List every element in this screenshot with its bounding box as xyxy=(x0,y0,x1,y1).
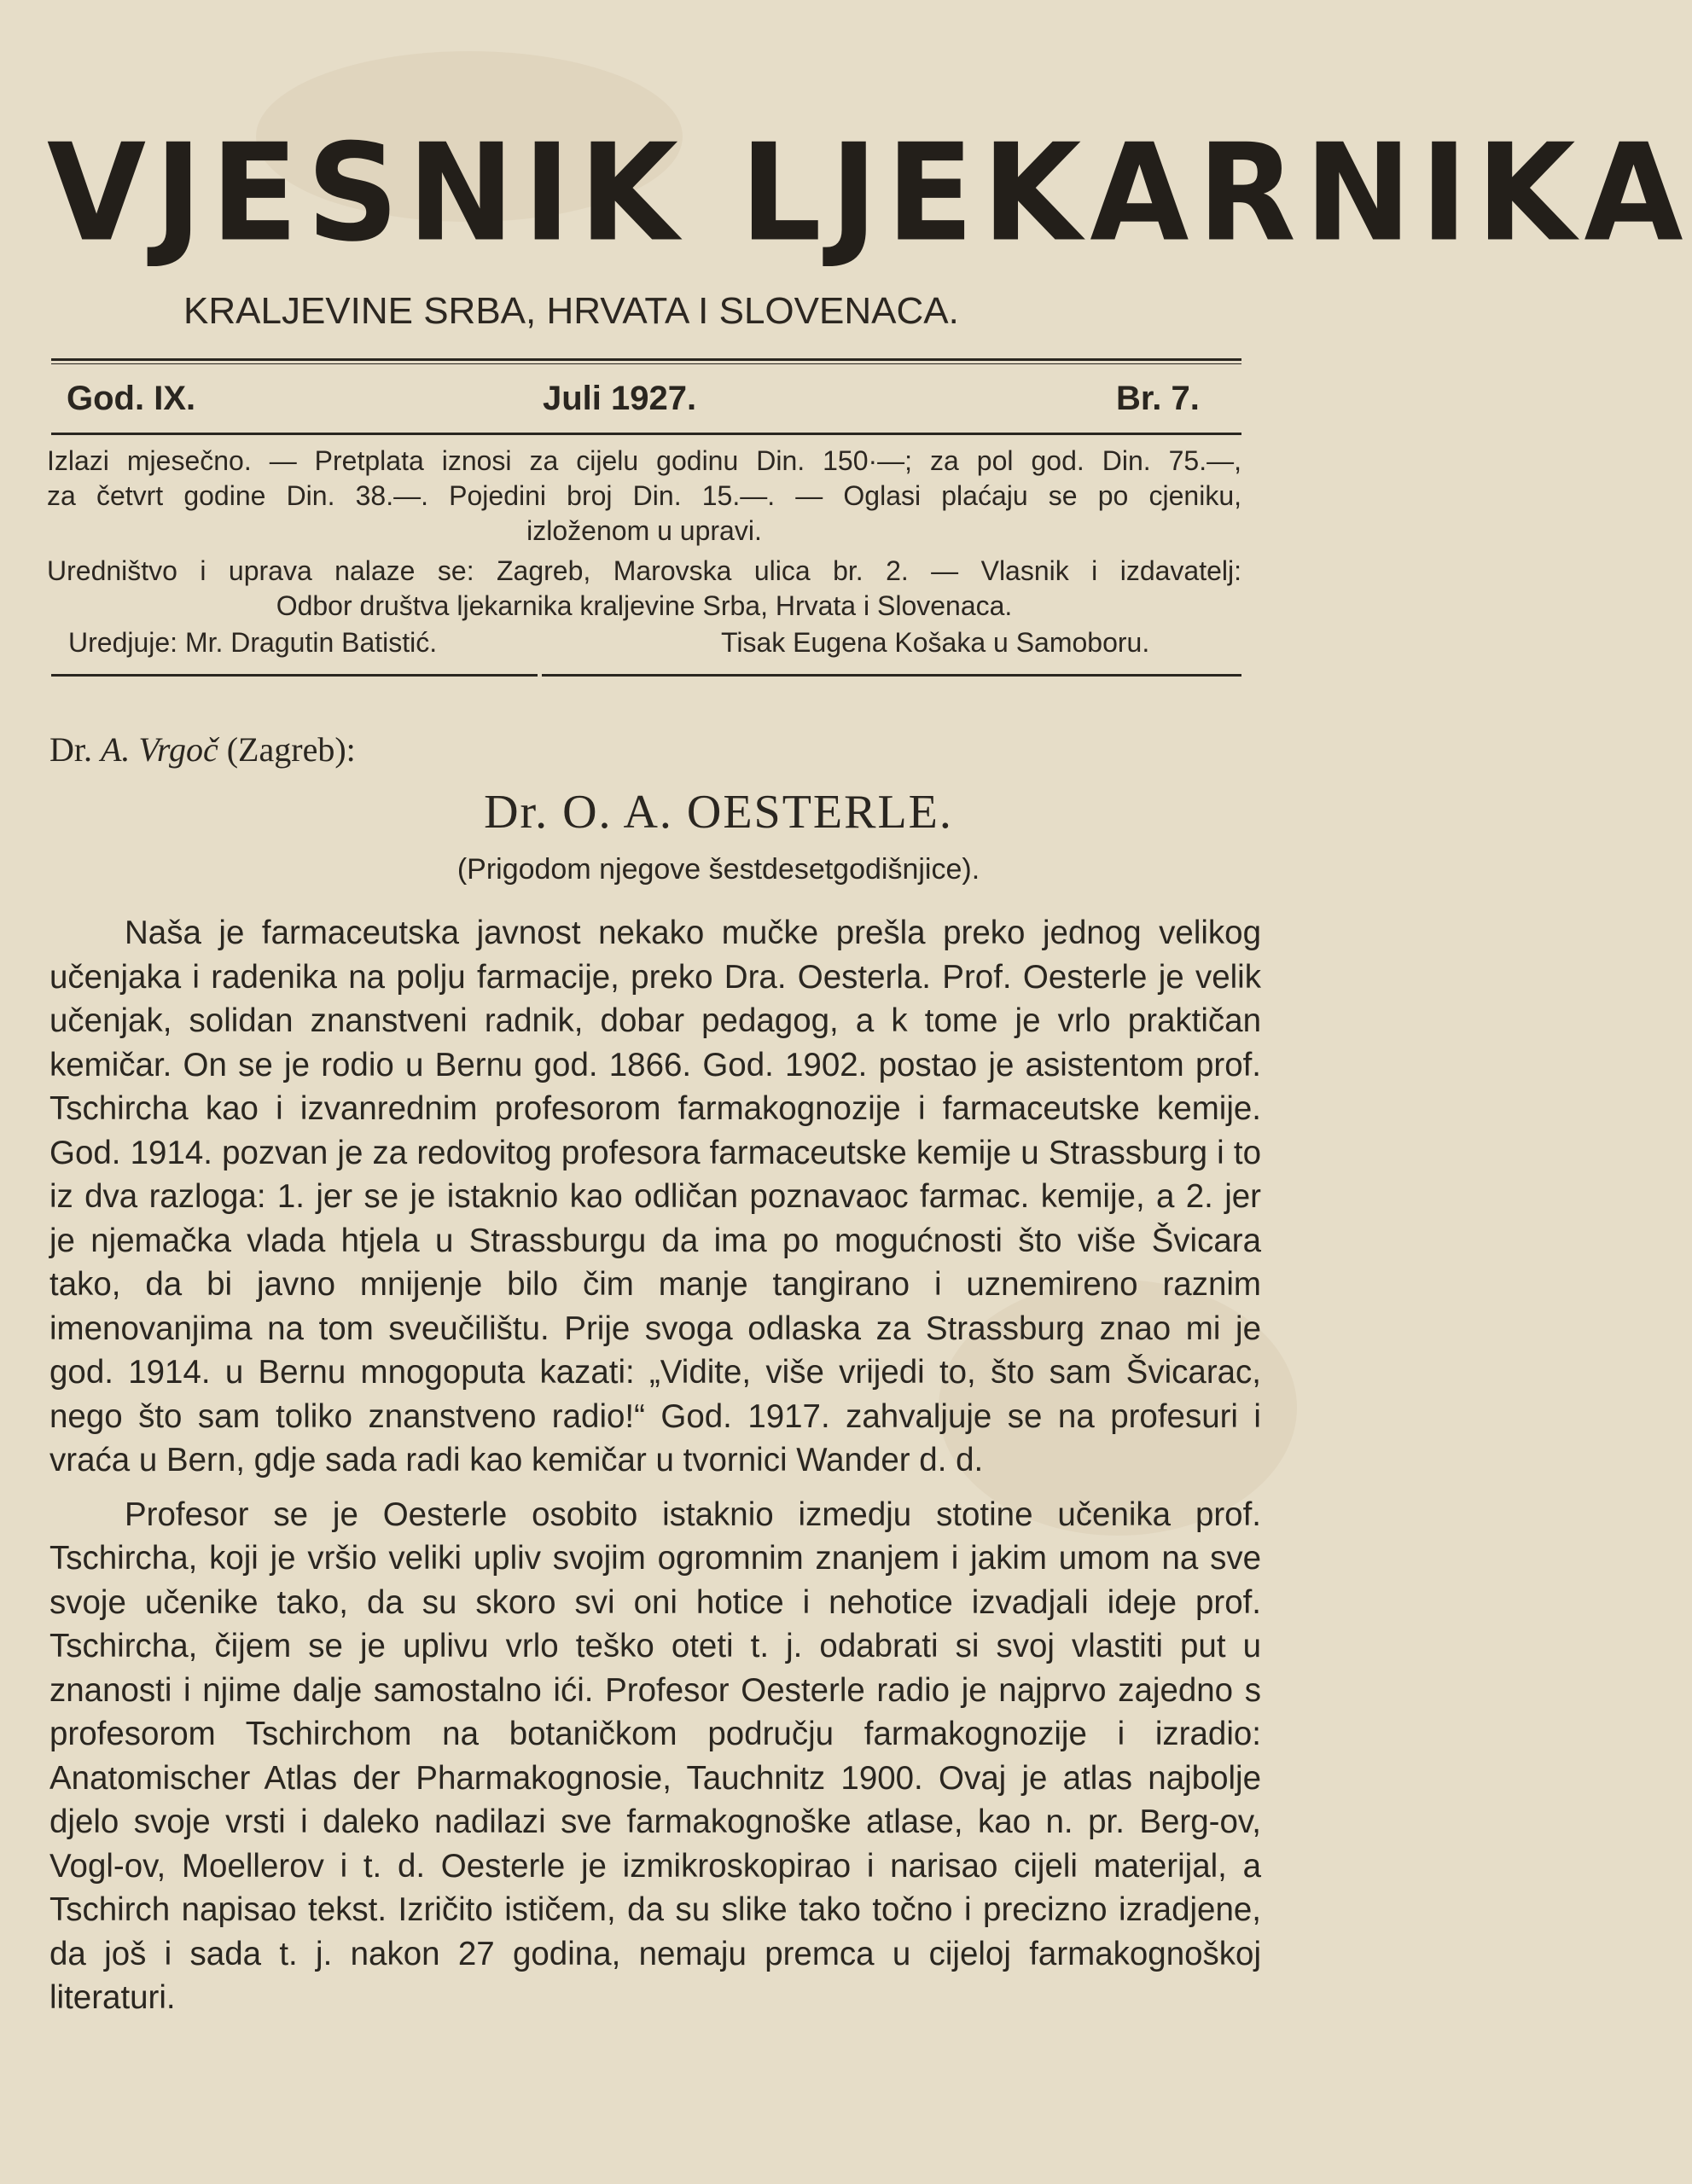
info-line: Izlazi mjesečno. — Pretplata iznosi za cijelu godinu Din. 150·—; za pol god. Din. 75.—, xyxy=(47,445,1241,476)
info-line: Odbor društva ljekarnika kraljevine Srba, Hrvata i Slovenaca. xyxy=(276,590,1013,621)
info-line: izloženom u upravi. xyxy=(526,515,762,546)
masthead-title: VJESNIK LJEKARNIKA xyxy=(47,115,1692,272)
masthead-subtitle: KRALJEVINE SRBA, HRVATA I SLOVENACA. xyxy=(183,290,959,332)
article-body xyxy=(49,911,1261,2020)
editor-credit: Uredjuje: Mr. Dragutin Batistić. xyxy=(68,627,438,658)
article-subtitle: (Prigodom njegove šestdesetgodišnjice). xyxy=(456,853,980,886)
divider xyxy=(51,363,1241,364)
printer-credit: Tisak Eugena Košaka u Samoboru. xyxy=(721,627,1150,658)
byline-author: A. Vrgoč xyxy=(101,730,218,769)
publication-info xyxy=(47,444,1241,665)
editor-printer-row xyxy=(47,625,1241,665)
divider xyxy=(542,674,1241,677)
article-paragraph: Profesor se je Oesterle osobito istaknio izmedju stotine učenika prof. Tschircha, koji je vršio veliki upliv svojim ogromnim znanjem i jakim umom na sve svoje učenike tako, da su skoro svi oni hotice i nehotice izvadjali ideje prof. Tschircha, čijem se je uplivu vrlo teško oteti t. j. odabrati si svoj vlastiti put u znanosti i njime dalje samostalno ići. Profesor Oesterle radio je najprvo zajedno s profesorom Tschirchom na botaničkom području farmakognozije i izradio: Anatomischer Atlas der Pharmakognosie, Tauchnitz 1900. Ovaj je atlas najbolje djelo svoje vrsti i daleko nadilazi sve farmakognoške atlase, kao n. pr. Berg-ov, Vogl-ov, Moellerov i t. d. Oesterle je izmikroskopirao i narisao cijeli materijal, a Tschirch napisao tekst. Izričito ističem, da su slike tako točno i precizno izradjene, da još i sada t. j. nakon 27 godina, nemaju premca u cijeloj farmakognoškoj literaturi. xyxy=(49,1496,1261,2016)
issue-number: Br. 7. xyxy=(1116,380,1200,417)
info-line: Uredništvo i uprava nalaze se: Zagreb, Marovska ulica br. 2. — Vlasnik i izdavatelj: xyxy=(47,555,1241,586)
article-title: Dr. O. A. OESTERLE. xyxy=(484,786,953,839)
byline-prefix: Dr. xyxy=(49,730,92,769)
byline-place: (Zagreb): xyxy=(226,730,356,769)
divider xyxy=(51,358,1241,361)
volume-label: God. IX. xyxy=(67,380,196,417)
issue-date: Juli 1927. xyxy=(543,380,697,417)
info-line: za četvrt godine Din. 38.—. Pojedini broj Din. 15.—. — Oglasi plaćaju se po cjeniku, xyxy=(47,480,1241,511)
divider xyxy=(51,433,1241,435)
article-byline xyxy=(49,729,356,770)
issue-info-row xyxy=(60,380,1229,431)
article-paragraph: Naša je farmaceutska javnost nekako mučke prešla preko jednog velikog učenjaka i radenika na polju farmacije, preko Dra. Oesterla. Prof. Oesterle je velik učenjak, solidan znanstveni radnik, dobar pedagog, a k tome je vrlo praktičan kemičar. On se je rodio u Bernu god. 1866. God. 1902. postao je asistentom prof. Tschircha kao i izvanrednim profesorom farmakognozije i farmaceutske kemije. God. 1914. pozvan je za redovitog profesora farmaceutske kemije u Strassburg i to iz dva razloga: 1. jer se je istaknio kao odličan poznavaoc farmac. kemije, a 2. jer je njemačka vlada htjela u Strassburgu da ima po mogućnosti što više Švicara tako, da bi javno mnijenje bilo čim manje tangirano i uznemireno raznim imenovanjima na tom sveučilištu. Prije svoga odlaska za Strassburg znao mi je god. 1914. u Bernu mnogoputa kazati: „Vidite, više vrijedi to, što sam Švicarac, nego što sam toliko znanstveno radio!“ God. 1917. zahvaljuje se na profesuri i vraća u Bern, gdje sada radi kao kemičar u tvornici Wander d. d. xyxy=(49,915,1261,1478)
divider xyxy=(51,674,538,677)
